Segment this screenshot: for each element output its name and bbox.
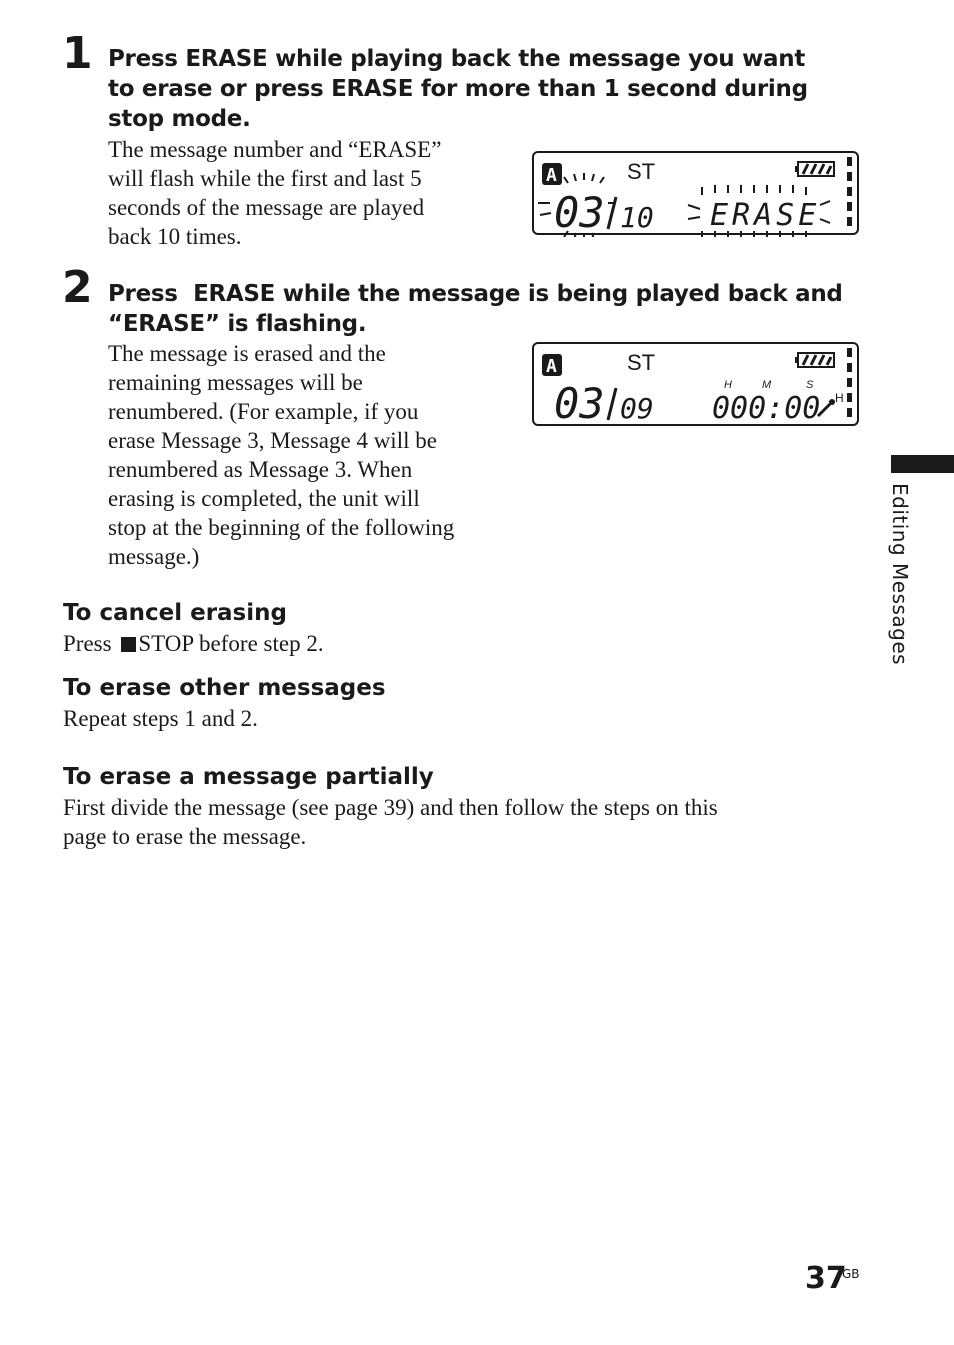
message-number: 03 — [554, 379, 605, 428]
step-2-body — [108, 339, 528, 571]
level-meter-icon — [847, 157, 852, 226]
battery-icon — [795, 353, 834, 367]
body-line: renumbered as Message 3. When — [108, 457, 413, 482]
body-line: The message number and “ERASE” — [108, 137, 442, 162]
time-counter: 000:00 — [712, 391, 821, 426]
seconds-label: S — [806, 379, 814, 391]
lcd-display-counter — [532, 342, 859, 426]
erase-other-heading: To erase other messages — [63, 675, 386, 701]
battery-icon — [795, 162, 834, 176]
body-line: First divide the message (see page 39) and then follow the steps on this — [63, 795, 718, 820]
body-line: renumbered. (For example, if you — [108, 399, 419, 424]
step-1-number: 1 — [62, 28, 93, 79]
body-line: The message is erased and the — [108, 341, 386, 366]
folder-label: A — [546, 356, 557, 377]
minutes-label: M — [762, 379, 772, 391]
step-1-body — [108, 135, 518, 251]
step-2-number: 2 — [62, 262, 93, 313]
message-total: 09 — [620, 392, 654, 425]
cancel-text-before: Press — [63, 631, 118, 656]
message-number: 03 — [554, 188, 605, 237]
heading-line: Press ERASE while the message is being played back and — [108, 281, 843, 307]
microphone-icon — [818, 399, 835, 416]
level-meter-icon — [847, 348, 852, 417]
page-suffix: GB — [842, 1267, 860, 1281]
sensitivity-label: H — [835, 391, 844, 405]
lcd-display-erase — [532, 151, 859, 235]
step-1-heading: Press ERASE while playing back the message you want to erase or press ERASE for more than 1 second during stop mode. — [108, 46, 808, 132]
heading-line: “ERASE” is flashing. — [108, 311, 367, 337]
body-line: erase Message 3, Message 4 will be — [108, 428, 437, 453]
erase-status: ERASE — [710, 198, 821, 233]
body-line: back 10 times. — [108, 224, 242, 249]
section-side-label: Editing Messages — [888, 483, 912, 666]
erase-other-text: Repeat steps 1 and 2. — [63, 706, 258, 731]
step-2-heading — [108, 279, 843, 339]
body-line: will flash while the first and last 5 — [108, 166, 422, 191]
message-total: 10 — [620, 201, 654, 234]
body-line: erasing is completed, the unit will — [108, 486, 420, 511]
page-number: 37 — [805, 1261, 847, 1296]
cancel-text-after: STOP before step 2. — [138, 631, 324, 656]
section-tab-marker — [891, 455, 954, 473]
body-line: seconds of the message are played — [108, 195, 425, 220]
stop-icon — [121, 637, 136, 652]
body-line: message.) — [108, 544, 200, 569]
cancel-text — [63, 629, 324, 658]
mode-label: ST — [627, 159, 656, 184]
folder-label: A — [546, 165, 557, 186]
body-line: page to erase the message. — [63, 824, 307, 849]
hours-label: H — [724, 379, 732, 391]
body-line: remaining messages will be — [108, 370, 363, 395]
cancel-heading: To cancel erasing — [63, 600, 287, 626]
erase-partial-heading: To erase a message partially — [63, 764, 434, 790]
erase-partial-text — [63, 793, 843, 851]
body-line: stop at the beginning of the following — [108, 515, 455, 540]
mode-label: ST — [627, 350, 656, 375]
